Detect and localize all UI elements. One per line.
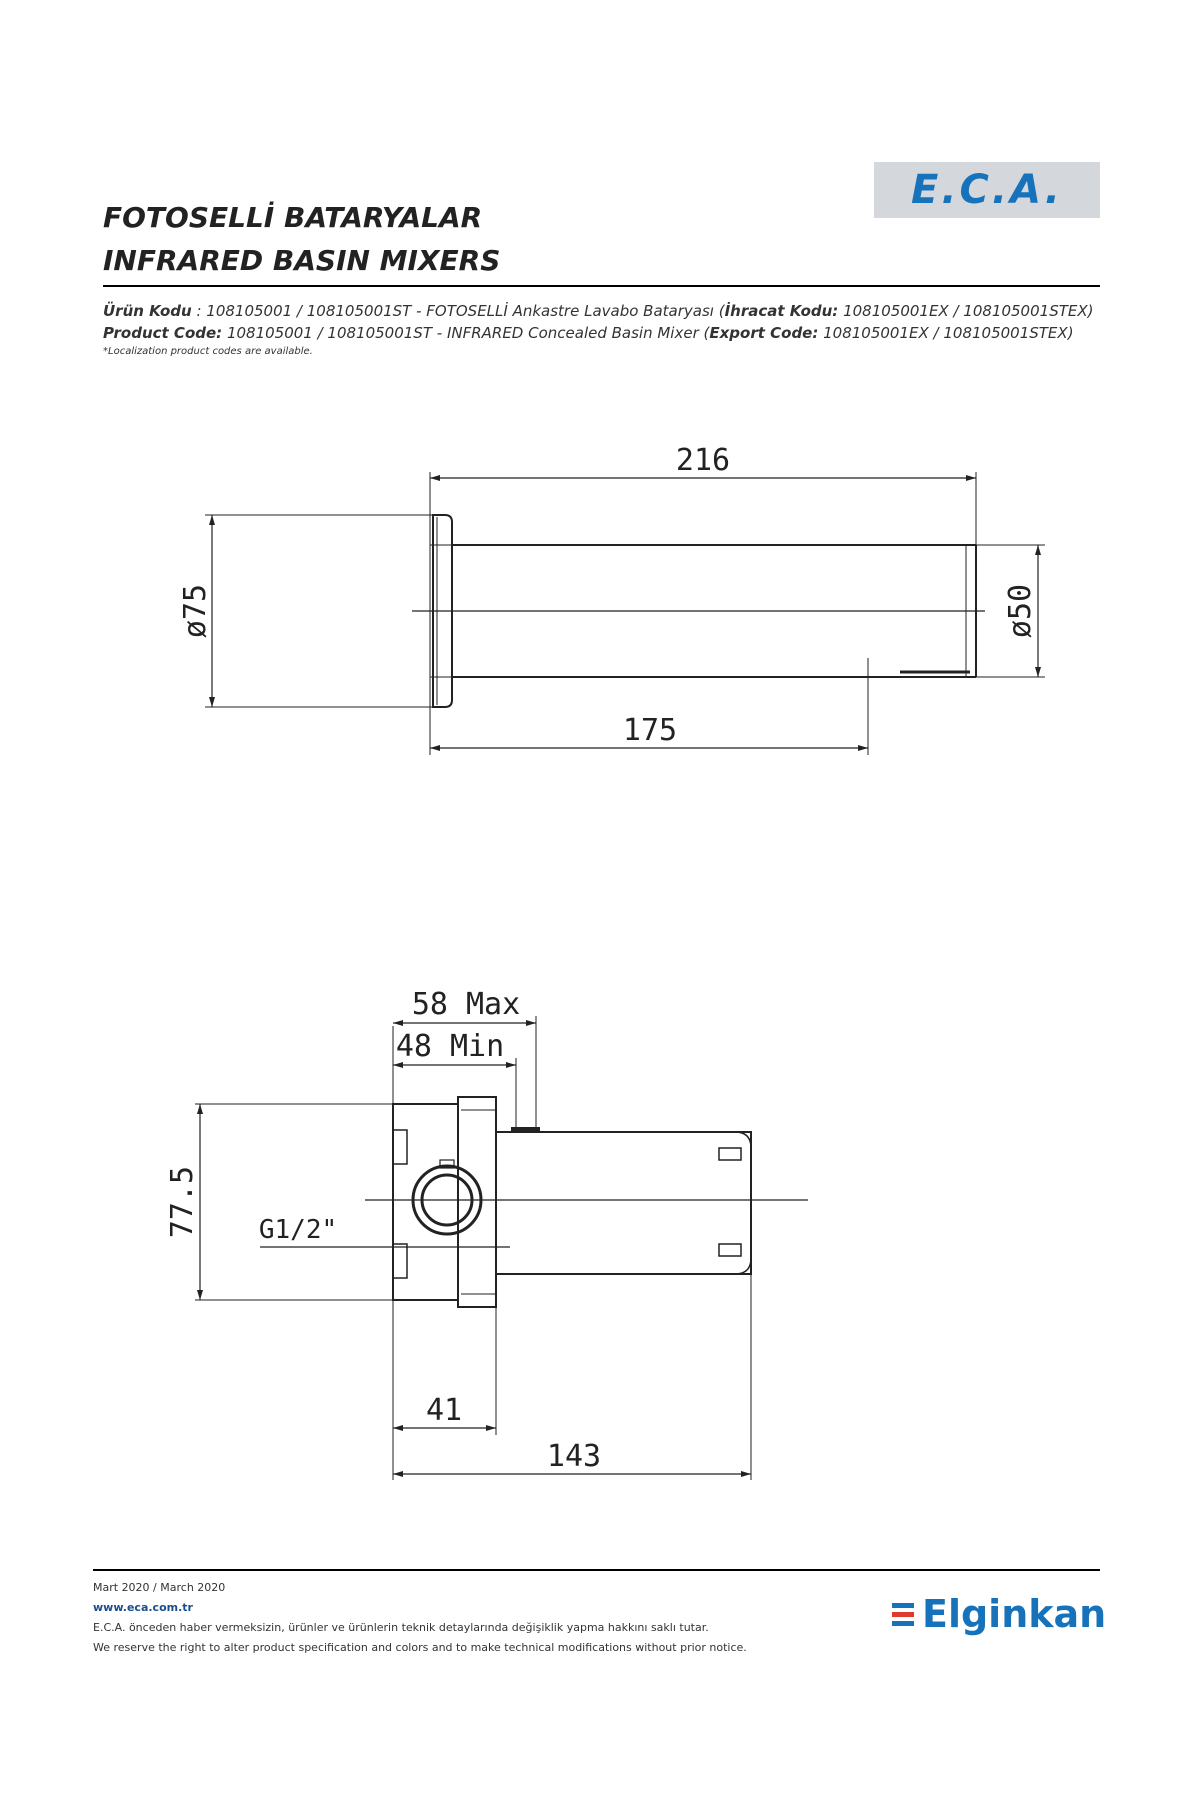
dim-label-175: 175 bbox=[622, 713, 678, 748]
export-text-en: 108105001EX / 108105001STEX) bbox=[818, 324, 1074, 342]
dim-label-143: 143 bbox=[546, 1439, 602, 1474]
footer bbox=[93, 1578, 747, 1658]
dim-label-48-min: 48 Min bbox=[395, 1029, 505, 1064]
eca-logo-text: E.C.A. bbox=[911, 167, 1063, 213]
footer-disclaimer-en: We reserve the right to alter product specification and colors and to make technical modifications without prior notice. bbox=[93, 1641, 747, 1654]
thread-label: G1/2" bbox=[258, 1215, 338, 1245]
dim-label-41: 41 bbox=[425, 1393, 463, 1428]
elginkan-logo-text: Elginkan bbox=[922, 1592, 1107, 1636]
side-back-plate bbox=[393, 1104, 458, 1300]
footer-website-link[interactable]: www.eca.com.tr bbox=[93, 1601, 193, 1614]
code-text-tr: : 108105001 / 108105001ST - FOTOSELLİ Ankastre Lavabo Bataryası ( bbox=[191, 302, 725, 320]
localization-note: *Localization product codes are available. bbox=[103, 346, 313, 357]
elginkan-logo bbox=[892, 1592, 1106, 1636]
side-flange bbox=[458, 1097, 496, 1307]
dim-label-58-max: 58 Max bbox=[411, 987, 521, 1022]
side-view bbox=[165, 987, 808, 1480]
footer-divider bbox=[93, 1569, 1100, 1571]
code-label-tr: Ürün Kodu bbox=[103, 302, 192, 320]
footer-disclaimer-tr: E.C.A. önceden haber vermeksizin, ürünler ve ürünlerin teknik detaylarında değişiklik yapma hakkını saklı tutar. bbox=[93, 1621, 709, 1634]
dim-label-77-5: 77.5 bbox=[165, 1165, 200, 1239]
code-label-en: Product Code: bbox=[103, 324, 223, 342]
title-english: INFRARED BASIN MIXERS bbox=[103, 244, 501, 277]
side-valve-body bbox=[496, 1132, 751, 1274]
export-label-en: Export Code: bbox=[709, 324, 819, 342]
top-view bbox=[178, 443, 1045, 755]
elginkan-logo-mark bbox=[892, 1603, 914, 1626]
dim-label-d50: ø50 bbox=[1003, 583, 1038, 639]
title-turkish: FOTOSELLİ BATARYALAR bbox=[103, 201, 483, 234]
export-label-tr: İhracat Kodu: bbox=[724, 302, 839, 320]
dim-label-d75: ø75 bbox=[178, 583, 213, 639]
code-text-en: 108105001 / 108105001ST - INFRARED Concealed Basin Mixer ( bbox=[222, 324, 710, 342]
export-text-tr: 108105001EX / 108105001STEX) bbox=[838, 302, 1094, 320]
footer-date: Mart 2020 / March 2020 bbox=[93, 1581, 226, 1594]
dim-label-216: 216 bbox=[675, 443, 731, 478]
